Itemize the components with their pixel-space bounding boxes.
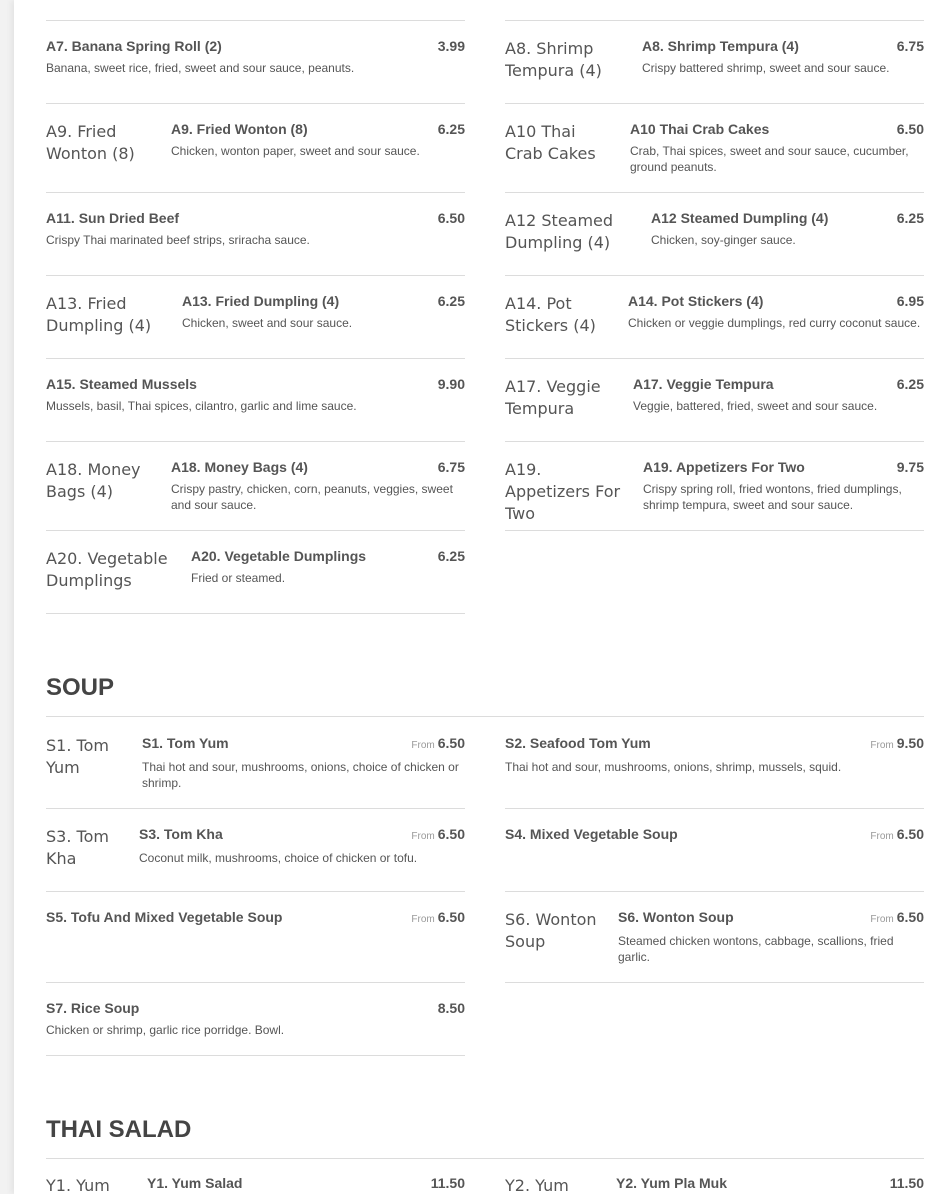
item-text — [642, 38, 924, 76]
price-value: 9.50 — [896, 735, 924, 751]
item-text — [643, 459, 924, 513]
item-price — [438, 376, 465, 392]
item-name: A10 Thai Crab Cakes — [630, 121, 770, 137]
menu-item-s1[interactable] — [46, 735, 465, 809]
item-name: A15. Steamed Mussels — [46, 376, 197, 392]
menu-item-s3[interactable] — [46, 826, 465, 892]
item-price — [438, 121, 465, 137]
item-image: Y2. Yum — [505, 1176, 569, 1194]
menu-item-s2[interactable] — [505, 735, 924, 809]
price-value: 11.50 — [889, 1175, 924, 1191]
item-description: Chicken, sweet and sour sauce. — [182, 316, 353, 330]
item-text — [46, 909, 465, 925]
item-price — [411, 826, 465, 845]
menu-item-s4[interactable] — [505, 826, 924, 892]
price-value: 6.50 — [437, 210, 465, 226]
item-description: Chicken, wonton paper, sweet and sour sauce. — [171, 144, 420, 158]
section-title-thai-salad: THAI SALAD — [46, 1116, 192, 1143]
item-text — [633, 376, 924, 414]
item-name: S2. Seafood Tom Yum — [505, 735, 651, 751]
item-price — [438, 293, 465, 309]
item-name: S7. Rice Soup — [46, 1000, 140, 1016]
item-text — [505, 735, 924, 775]
item-name: S1. Tom Yum — [142, 735, 229, 751]
menu-item-y2[interactable] — [505, 1175, 924, 1194]
price-from-label: From — [411, 831, 435, 842]
item-description: Thai hot and sour, mushrooms, onions, shrimp, mussels, squid. — [505, 760, 842, 774]
item-name: A12 Steamed Dumpling (4) — [651, 210, 829, 226]
item-image: S1. Tom Yum — [46, 736, 109, 777]
item-price — [897, 38, 924, 54]
item-name: A20. Vegetable Dumplings — [191, 548, 367, 564]
item-price — [438, 548, 465, 564]
item-image: A19. Appetizers For Two — [505, 460, 621, 523]
section-divider — [46, 1158, 924, 1159]
item-text — [182, 293, 465, 331]
item-image: A9. Fried Wonton (8) — [46, 122, 135, 163]
item-description: Crispy battered shrimp, sweet and sour sauce. — [642, 61, 890, 75]
item-description: Chicken or veggie dumplings, red curry coconut sauce. — [628, 316, 921, 330]
item-description: Thai hot and sour, mushrooms, onions, choice of chicken or shrimp. — [142, 760, 459, 790]
item-description: Mussels, basil, Thai spices, cilantro, garlic and lime sauce. — [46, 399, 357, 413]
price-value: 6.75 — [437, 459, 465, 475]
item-description: Chicken or shrimp, garlic rice porridge. Bowl. — [46, 1023, 285, 1037]
item-text — [616, 1175, 924, 1191]
item-price — [870, 735, 924, 754]
item-price — [438, 1000, 465, 1016]
item-description: Coconut milk, mushrooms, choice of chicken or tofu. — [139, 851, 418, 865]
item-price — [438, 38, 465, 54]
item-description: Crispy Thai marinated beef strips, sriracha sauce. — [46, 233, 310, 247]
item-name: A19. Appetizers For Two — [643, 459, 805, 475]
price-value: 11.50 — [430, 1175, 465, 1191]
section-divider — [46, 716, 924, 717]
item-text — [628, 293, 924, 331]
price-value: 6.50 — [896, 826, 924, 842]
item-name: A11. Sun Dried Beef — [46, 210, 180, 226]
price-value: 3.99 — [437, 38, 465, 54]
divider — [46, 20, 465, 21]
price-value: 8.50 — [437, 1000, 465, 1016]
menu-item-s6[interactable] — [505, 909, 924, 983]
menu-item-a18[interactable] — [46, 459, 465, 531]
price-value: 6.50 — [437, 735, 465, 751]
price-value: 6.50 — [896, 909, 924, 925]
item-price — [897, 376, 924, 392]
item-description: Banana, sweet rice, fried, sweet and sour sauce, peanuts. — [46, 61, 355, 75]
item-text — [46, 210, 465, 248]
item-text — [46, 38, 465, 76]
price-value: 9.75 — [896, 459, 924, 475]
item-image: A8. Shrimp Tempura (4) — [505, 39, 602, 80]
item-description: Fried or steamed. — [191, 571, 286, 585]
item-name: A17. Veggie Tempura — [633, 376, 774, 392]
item-price — [897, 210, 924, 226]
item-name: Y1. Yum Salad — [147, 1175, 243, 1191]
item-price — [438, 459, 465, 475]
item-name: A7. Banana Spring Roll (2) — [46, 38, 222, 54]
item-image: A14. Pot Stickers (4) — [505, 294, 596, 335]
item-name: A18. Money Bags (4) — [171, 459, 308, 475]
item-description: Veggie, battered, fried, sweet and sour sauce. — [633, 399, 878, 413]
menu-item-s5[interactable] — [46, 909, 465, 983]
price-from-label: From — [411, 914, 435, 925]
item-price — [897, 293, 924, 309]
item-text — [171, 121, 465, 159]
price-value: 6.25 — [437, 121, 465, 137]
item-price — [897, 459, 924, 475]
item-price — [438, 210, 465, 226]
price-value: 6.75 — [896, 38, 924, 54]
price-value: 6.25 — [437, 548, 465, 564]
item-price — [411, 909, 465, 928]
menu-item-a9[interactable] — [46, 121, 465, 193]
item-price — [870, 909, 924, 928]
menu-page — [14, 0, 950, 1194]
item-image: S6. Wonton Soup — [505, 910, 597, 951]
item-text — [147, 1175, 465, 1191]
item-price — [870, 826, 924, 845]
price-from-label: From — [870, 831, 894, 842]
price-from-label: From — [411, 740, 435, 751]
item-text — [171, 459, 465, 513]
item-price — [431, 1175, 465, 1191]
item-name: S6. Wonton Soup — [618, 909, 734, 925]
item-name: S4. Mixed Vegetable Soup — [505, 826, 678, 842]
item-text — [630, 121, 924, 175]
menu-item-a14[interactable] — [505, 293, 924, 359]
item-image: A10 Thai Crab Cakes — [505, 122, 596, 163]
item-name: Y2. Yum Pla Muk — [616, 1175, 728, 1191]
price-value: 6.50 — [437, 909, 465, 925]
menu-item-a13[interactable] — [46, 293, 465, 359]
menu-item-s7[interactable] — [46, 1000, 465, 1056]
item-description: Crispy spring roll, fried wontons, fried dumplings, shrimp tempura, sweet and sour sauce. — [643, 482, 902, 512]
item-name: A8. Shrimp Tempura (4) — [642, 38, 799, 54]
item-image: A12 Steamed Dumpling (4) — [505, 211, 614, 252]
menu-item-a15[interactable] — [46, 376, 465, 442]
menu-item-y1[interactable] — [46, 1175, 465, 1194]
menu-item-a20[interactable] — [46, 548, 465, 614]
menu-item-a12[interactable] — [505, 210, 924, 276]
menu-item-a17[interactable] — [505, 376, 924, 442]
menu-item-a19[interactable] — [505, 459, 924, 531]
item-description: Chicken, soy-ginger sauce. — [651, 233, 796, 247]
item-image: A18. Money Bags (4) — [46, 460, 141, 501]
price-value: 6.25 — [896, 210, 924, 226]
item-text — [191, 548, 465, 586]
item-name: S3. Tom Kha — [139, 826, 223, 842]
item-description: Steamed chicken wontons, cabbage, scallions, fried garlic. — [618, 934, 894, 964]
section-title-soup: SOUP — [46, 674, 115, 701]
item-name: A9. Fried Wonton (8) — [171, 121, 308, 137]
item-image: Y1. Yum — [46, 1176, 110, 1194]
menu-item-a11[interactable] — [46, 210, 465, 276]
price-value: 6.50 — [896, 121, 924, 137]
item-name: A14. Pot Stickers (4) — [628, 293, 764, 309]
price-value: 6.50 — [437, 826, 465, 842]
item-text — [46, 376, 465, 414]
item-image: A20. Vegetable Dumplings — [46, 549, 168, 590]
item-price — [411, 735, 465, 754]
menu-item-a8[interactable] — [505, 38, 924, 104]
item-name: S5. Tofu And Mixed Vegetable Soup — [46, 909, 283, 925]
menu-item-a7[interactable] — [46, 38, 465, 104]
item-description: Crispy pastry, chicken, corn, peanuts, veggies, sweet and sour sauce. — [171, 482, 453, 512]
price-from-label: From — [870, 914, 894, 925]
item-image: S3. Tom Kha — [46, 827, 109, 868]
item-text — [505, 826, 924, 842]
price-value: 9.90 — [437, 376, 465, 392]
item-text — [651, 210, 924, 248]
price-value: 6.25 — [437, 293, 465, 309]
divider — [505, 20, 924, 21]
item-text — [46, 1000, 465, 1038]
menu-item-a10[interactable] — [505, 121, 924, 193]
item-name: A13. Fried Dumpling (4) — [182, 293, 340, 309]
item-price — [890, 1175, 924, 1191]
item-description: Crab, Thai spices, sweet and sour sauce, cucumber, ground peanuts. — [630, 144, 909, 174]
item-image: A13. Fried Dumpling (4) — [46, 294, 152, 335]
price-from-label: From — [870, 740, 894, 751]
item-image: A17. Veggie Tempura — [505, 377, 601, 418]
price-value: 6.95 — [896, 293, 924, 309]
item-price — [897, 121, 924, 137]
price-value: 6.25 — [896, 376, 924, 392]
